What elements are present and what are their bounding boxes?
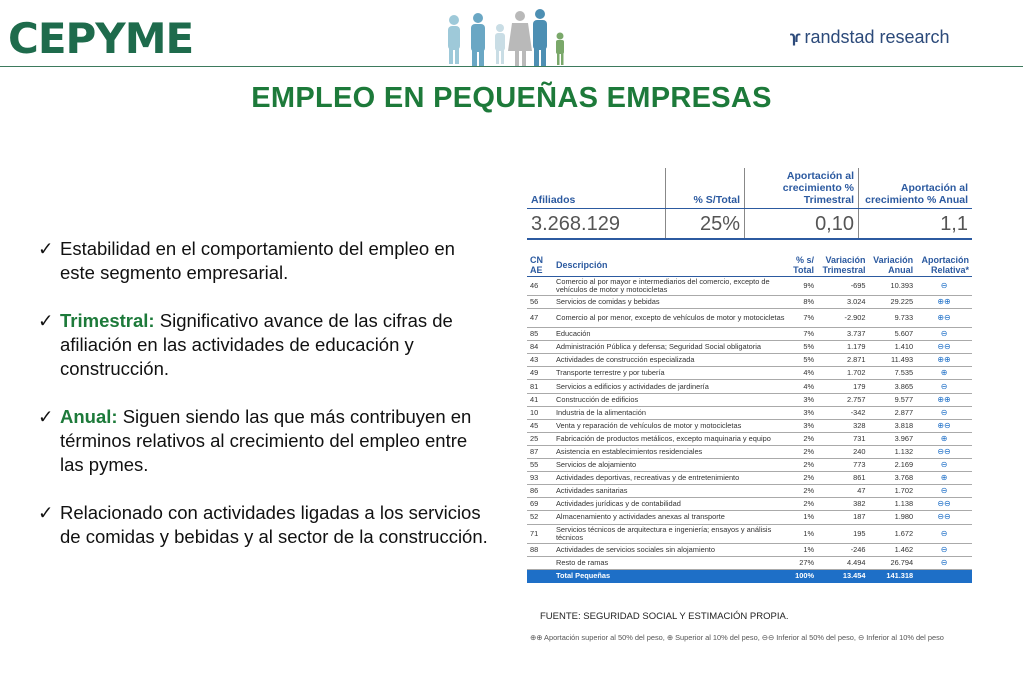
summary-value: 0,10 bbox=[745, 209, 859, 240]
table-cell: 2% bbox=[789, 498, 817, 511]
table-cell: 9% bbox=[789, 277, 817, 296]
table-cell: 2% bbox=[789, 445, 817, 458]
detail-table-body bbox=[527, 277, 972, 583]
table-row bbox=[527, 367, 972, 380]
table-cell: 1.138 bbox=[869, 498, 917, 511]
table-cell: 3% bbox=[789, 393, 817, 406]
aportacion-cell bbox=[916, 277, 972, 296]
table-row bbox=[527, 296, 972, 309]
aportacion-cell bbox=[916, 445, 972, 458]
randstad-logo bbox=[790, 27, 950, 48]
table-cell: 187 bbox=[817, 511, 868, 524]
aportacion-cell bbox=[916, 367, 972, 380]
table-row bbox=[527, 445, 972, 458]
aportacion-cell bbox=[916, 498, 972, 511]
aportacion-icon: ⊕ bbox=[940, 433, 948, 443]
table-cell: 1.462 bbox=[869, 543, 917, 556]
checkmark-icon: ✓ bbox=[38, 238, 54, 259]
detail-header: CN AE bbox=[527, 254, 553, 277]
table-cell: 93 bbox=[527, 472, 553, 485]
table-cell: -342 bbox=[817, 406, 868, 419]
aportacion-icon: ⊖ bbox=[940, 329, 948, 339]
table-cell: 45 bbox=[527, 419, 553, 432]
randstad-mark-icon: ɿɾ bbox=[790, 28, 799, 46]
randstad-text: randstad research bbox=[804, 27, 950, 47]
table-cell: -2.902 bbox=[817, 309, 868, 328]
table-cell: -695 bbox=[817, 277, 868, 296]
table-cell: 69 bbox=[527, 498, 553, 511]
aportacion-cell bbox=[916, 459, 972, 472]
legend-note: ⊕⊕ Aportación superior al 50% del peso, ⊕ Superior al 10% del peso, ⊖⊖ Inferior al 50% del peso, ⊖ Inferior al 10% del peso bbox=[530, 633, 944, 642]
table-cell: 1.132 bbox=[869, 445, 917, 458]
bullet-text: Estabilidad en el comportamiento del empleo en este segmento empresarial. bbox=[60, 238, 455, 283]
detail-header: Descripción bbox=[553, 254, 789, 277]
aportacion-icon: ⊖⊖ bbox=[937, 499, 951, 509]
aportacion-icon: ⊕⊖ bbox=[937, 420, 951, 430]
table-cell: Fabricación de productos metálicos, excepto maquinaria y equipo bbox=[553, 432, 789, 445]
table-cell: 3.737 bbox=[817, 328, 868, 341]
table-cell: 10.393 bbox=[869, 277, 917, 296]
table-cell: 9.577 bbox=[869, 393, 917, 406]
summary-table bbox=[527, 168, 972, 240]
table-cell: 3% bbox=[789, 419, 817, 432]
summary-value: 3.268.129 bbox=[527, 209, 666, 240]
aportacion-icon: ⊕⊖ bbox=[937, 313, 951, 323]
aportacion-icon: ⊖ bbox=[940, 281, 948, 290]
table-cell: 43 bbox=[527, 354, 553, 367]
table-cell: 3.865 bbox=[869, 380, 917, 393]
employment-tables bbox=[527, 168, 975, 583]
header-divider bbox=[0, 66, 1023, 67]
checkmark-icon: ✓ bbox=[38, 406, 54, 427]
aportacion-icon: ⊕ bbox=[940, 368, 948, 378]
table-cell: 11.493 bbox=[869, 354, 917, 367]
table-cell: 10 bbox=[527, 406, 553, 419]
aportacion-cell bbox=[916, 309, 972, 328]
table-cell: Servicios técnicos de arquitectura e ingeniería; ensayos y análisis técnicos bbox=[553, 524, 789, 543]
table-cell: 2.169 bbox=[869, 459, 917, 472]
table-cell: 1.672 bbox=[869, 524, 917, 543]
table-cell: 2.871 bbox=[817, 354, 868, 367]
table-cell: 1.702 bbox=[817, 367, 868, 380]
aportacion-cell bbox=[916, 511, 972, 524]
table-cell: 731 bbox=[817, 432, 868, 445]
table-cell: Almacenamiento y actividades anexas al transporte bbox=[553, 511, 789, 524]
table-cell: 9.733 bbox=[869, 309, 917, 328]
table-cell: Educación bbox=[553, 328, 789, 341]
table-row bbox=[527, 498, 972, 511]
table-cell: 141.318 bbox=[869, 569, 917, 583]
table-row bbox=[527, 485, 972, 498]
summary-header: % S/Total bbox=[666, 168, 745, 209]
checkmark-icon: ✓ bbox=[38, 502, 54, 523]
table-cell: 240 bbox=[817, 445, 868, 458]
detail-header: % s/ Total bbox=[789, 254, 817, 277]
aportacion-cell bbox=[916, 569, 972, 583]
table-cell: 3% bbox=[789, 406, 817, 419]
table-cell: 773 bbox=[817, 459, 868, 472]
aportacion-icon: ⊖ bbox=[940, 381, 948, 391]
table-row bbox=[527, 543, 972, 556]
table-cell: 328 bbox=[817, 419, 868, 432]
detail-table bbox=[527, 254, 972, 583]
bullet-item bbox=[38, 309, 488, 381]
table-cell: 55 bbox=[527, 459, 553, 472]
aportacion-cell bbox=[916, 406, 972, 419]
table-cell: 4% bbox=[789, 367, 817, 380]
family-illustration bbox=[440, 6, 570, 66]
table-row bbox=[527, 419, 972, 432]
bullet-label: Trimestral: bbox=[60, 310, 155, 331]
aportacion-icon: ⊖⊖ bbox=[937, 342, 951, 352]
aportacion-cell bbox=[916, 296, 972, 309]
aportacion-cell bbox=[916, 380, 972, 393]
table-row bbox=[527, 354, 972, 367]
cepyme-logo: CEPYME bbox=[8, 14, 194, 63]
table-cell: 46 bbox=[527, 277, 553, 296]
table-cell: Actividades deportivas, recreativas y de entretenimiento bbox=[553, 472, 789, 485]
bullet-item bbox=[38, 501, 488, 549]
aportacion-icon: ⊖ bbox=[940, 460, 948, 470]
table-cell: 25 bbox=[527, 432, 553, 445]
aportacion-cell bbox=[916, 543, 972, 556]
table-cell: 2% bbox=[789, 432, 817, 445]
table-cell: 5% bbox=[789, 354, 817, 367]
page-title: EMPLEO EN PEQUEÑAS EMPRESAS bbox=[251, 82, 772, 114]
aportacion-cell bbox=[916, 328, 972, 341]
table-cell: Asistencia en establecimientos residenciales bbox=[553, 445, 789, 458]
checkmark-icon: ✓ bbox=[38, 310, 54, 331]
table-cell: 41 bbox=[527, 393, 553, 406]
aportacion-cell bbox=[916, 419, 972, 432]
table-cell: 85 bbox=[527, 328, 553, 341]
table-row bbox=[527, 341, 972, 354]
source-note: FUENTE: SEGURIDAD SOCIAL Y ESTIMACIÓN PROPIA. bbox=[540, 611, 789, 622]
table-cell: 47 bbox=[527, 309, 553, 328]
aportacion-cell bbox=[916, 472, 972, 485]
table-cell: Servicios de comidas y bebidas bbox=[553, 296, 789, 309]
detail-header: Variación Trimestral bbox=[817, 254, 868, 277]
table-cell: Industria de la alimentación bbox=[553, 406, 789, 419]
table-cell: 2% bbox=[789, 472, 817, 485]
table-cell: 1.980 bbox=[869, 511, 917, 524]
aportacion-icon: ⊕⊕ bbox=[937, 297, 951, 307]
table-cell: 8% bbox=[789, 296, 817, 309]
table-cell: Construcción de edificios bbox=[553, 393, 789, 406]
table-cell: 3.024 bbox=[817, 296, 868, 309]
table-cell: Actividades sanitarias bbox=[553, 485, 789, 498]
table-cell: 382 bbox=[817, 498, 868, 511]
table-cell: 1% bbox=[789, 543, 817, 556]
detail-header: Aportación Relativa* bbox=[916, 254, 972, 277]
table-cell: 56 bbox=[527, 296, 553, 309]
aportacion-cell bbox=[916, 524, 972, 543]
table-cell: Resto de ramas bbox=[553, 556, 789, 569]
table-cell: 88 bbox=[527, 543, 553, 556]
table-cell: 2% bbox=[789, 459, 817, 472]
table-cell: 100% bbox=[789, 569, 817, 583]
table-cell: 5% bbox=[789, 341, 817, 354]
table-cell: -246 bbox=[817, 543, 868, 556]
detail-header: Variación Anual bbox=[869, 254, 917, 277]
table-cell: 27% bbox=[789, 556, 817, 569]
table-cell bbox=[527, 556, 553, 569]
table-row bbox=[527, 472, 972, 485]
table-cell: 52 bbox=[527, 511, 553, 524]
table-cell: 49 bbox=[527, 367, 553, 380]
table-cell: Comercio al por menor, excepto de vehículos de motor y motocicletas bbox=[553, 309, 789, 328]
aportacion-icon: ⊖ bbox=[940, 486, 948, 496]
aportacion-icon: ⊕⊕ bbox=[937, 394, 951, 404]
table-cell: 47 bbox=[817, 485, 868, 498]
table-cell: 84 bbox=[527, 341, 553, 354]
bullet-list bbox=[38, 237, 488, 573]
table-cell: 2.757 bbox=[817, 393, 868, 406]
table-row bbox=[527, 406, 972, 419]
table-cell: 4.494 bbox=[817, 556, 868, 569]
aportacion-icon: ⊖ bbox=[940, 544, 948, 554]
table-cell: Venta y reparación de vehículos de motor y motocicletas bbox=[553, 419, 789, 432]
table-cell: 7% bbox=[789, 328, 817, 341]
table-cell: 3.768 bbox=[869, 472, 917, 485]
aportacion-cell bbox=[916, 485, 972, 498]
table-cell: 4% bbox=[789, 380, 817, 393]
bullet-item bbox=[38, 405, 488, 477]
table-cell: 86 bbox=[527, 485, 553, 498]
table-cell: 71 bbox=[527, 524, 553, 543]
table-cell: 179 bbox=[817, 380, 868, 393]
table-cell: 13.454 bbox=[817, 569, 868, 583]
table-cell: 2% bbox=[789, 485, 817, 498]
table-cell: Transporte terrestre y por tubería bbox=[553, 367, 789, 380]
table-cell: Comercio al por mayor e intermediarios del comercio, excepto de vehículos de motor y motocicletas bbox=[553, 277, 789, 296]
bullet-text: Significativo avance de las cifras de afiliación en las actividades de educación y construcción. bbox=[60, 310, 453, 379]
table-cell: 26.794 bbox=[869, 556, 917, 569]
summary-value: 1,1 bbox=[859, 209, 973, 240]
table-row bbox=[527, 524, 972, 543]
bullet-text: Relacionado con actividades ligadas a los servicios de comidas y bebidas y al sector de la construcción. bbox=[60, 502, 488, 547]
table-cell: 3.967 bbox=[869, 432, 917, 445]
table-cell: 29.225 bbox=[869, 296, 917, 309]
aportacion-cell bbox=[916, 354, 972, 367]
table-row bbox=[527, 277, 972, 296]
table-row bbox=[527, 328, 972, 341]
table-row bbox=[527, 309, 972, 328]
aportacion-icon: ⊖ bbox=[940, 528, 948, 538]
aportacion-cell bbox=[916, 556, 972, 569]
table-cell: 2.877 bbox=[869, 406, 917, 419]
table-cell: 81 bbox=[527, 380, 553, 393]
table-cell: 7% bbox=[789, 309, 817, 328]
summary-value: 25% bbox=[666, 209, 745, 240]
table-cell: Actividades de construcción especializada bbox=[553, 354, 789, 367]
table-cell: 1.702 bbox=[869, 485, 917, 498]
summary-header: Afiliados bbox=[527, 168, 666, 209]
summary-header: Aportación al crecimiento % Anual bbox=[859, 168, 973, 209]
total-row bbox=[527, 569, 972, 583]
aportacion-icon: ⊖ bbox=[940, 407, 948, 417]
table-cell: Actividades de servicios sociales sin alojamiento bbox=[553, 543, 789, 556]
table-row bbox=[527, 459, 972, 472]
aportacion-icon: ⊖⊖ bbox=[937, 512, 951, 522]
table-cell: Actividades jurídicas y de contabilidad bbox=[553, 498, 789, 511]
aportacion-cell bbox=[916, 341, 972, 354]
aportacion-cell bbox=[916, 432, 972, 445]
table-cell: 1% bbox=[789, 524, 817, 543]
table-row bbox=[527, 511, 972, 524]
table-cell: 87 bbox=[527, 445, 553, 458]
summary-header: Aportación al crecimiento % Trimestral bbox=[745, 168, 859, 209]
aportacion-icon: ⊕⊕ bbox=[937, 355, 951, 365]
table-row bbox=[527, 556, 972, 569]
table-cell: Total Pequeñas bbox=[553, 569, 789, 583]
table-cell: 861 bbox=[817, 472, 868, 485]
table-row bbox=[527, 432, 972, 445]
table-cell: Servicios a edificios y actividades de jardinería bbox=[553, 380, 789, 393]
table-cell: 1% bbox=[789, 511, 817, 524]
table-cell: 1.410 bbox=[869, 341, 917, 354]
table-cell: 7.535 bbox=[869, 367, 917, 380]
bullet-item bbox=[38, 237, 488, 285]
bullet-text: Siguen siendo las que más contribuyen en términos relativos al crecimiento del empleo entre las pymes. bbox=[60, 406, 472, 475]
table-cell: 195 bbox=[817, 524, 868, 543]
aportacion-icon: ⊖ bbox=[940, 557, 948, 567]
table-row bbox=[527, 393, 972, 406]
table-cell: Servicios de alojamiento bbox=[553, 459, 789, 472]
table-cell: 1.179 bbox=[817, 341, 868, 354]
table-cell: 3.818 bbox=[869, 419, 917, 432]
table-cell: 5.607 bbox=[869, 328, 917, 341]
aportacion-cell bbox=[916, 393, 972, 406]
table-cell: Administración Pública y defensa; Seguridad Social obligatoria bbox=[553, 341, 789, 354]
table-row bbox=[527, 380, 972, 393]
table-cell bbox=[527, 569, 553, 583]
bullet-label: Anual: bbox=[60, 406, 118, 427]
aportacion-icon: ⊕ bbox=[940, 473, 948, 483]
aportacion-icon: ⊖⊖ bbox=[937, 446, 951, 456]
